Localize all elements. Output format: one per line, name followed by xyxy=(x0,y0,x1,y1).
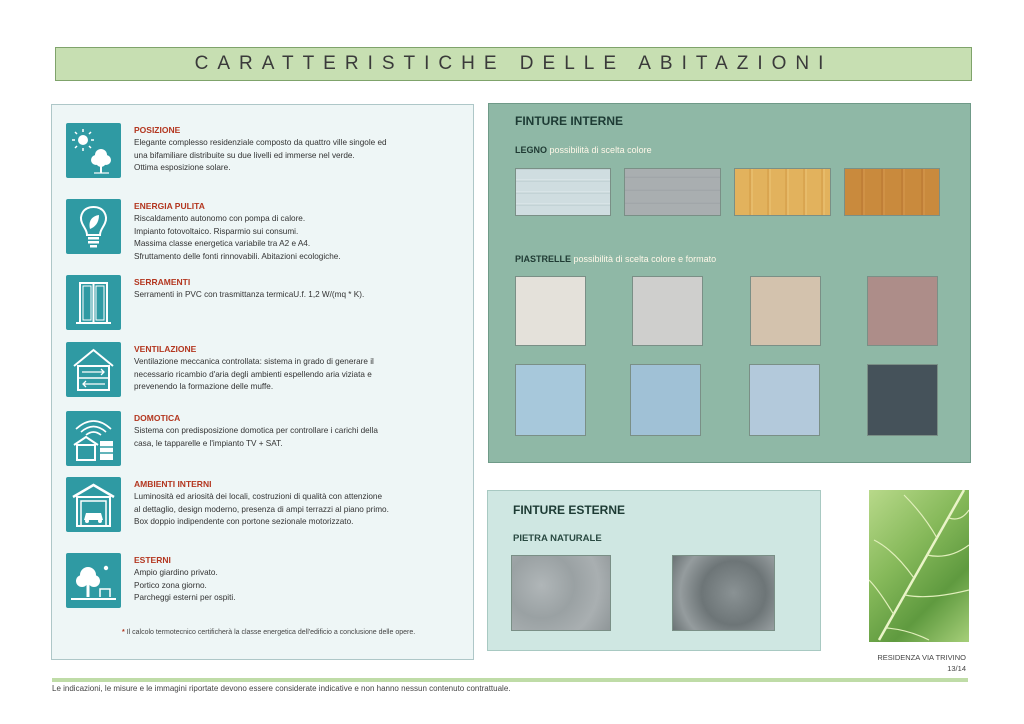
lightbulb-leaf-icon xyxy=(66,199,121,254)
feature-line: necessario ricambio d'aria degli ambienti espellendo aria viziata e xyxy=(134,369,372,379)
legno-subtitle xyxy=(515,145,652,155)
footnote-star: * xyxy=(122,629,125,636)
piastrella-swatch-cream xyxy=(515,276,586,346)
piastrella-swatch-blue-grey xyxy=(749,364,820,436)
feature-line: Riscaldamento autonomo con pompa di calore. xyxy=(134,214,306,223)
piastrella-swatch-beige xyxy=(750,276,821,346)
feature-line: Portico zona giorno. xyxy=(134,580,207,590)
piastrella-swatch-anthracite xyxy=(867,364,938,436)
sun-tree-icon xyxy=(66,123,121,178)
legno-swatch-oak xyxy=(734,168,831,216)
feature-line: prevenendo la formazione delle muffe. xyxy=(134,382,274,391)
feature-title: SERRAMENTI xyxy=(134,277,191,287)
feature-title: ESTERNI xyxy=(134,555,171,565)
house-airflow-icon xyxy=(66,342,121,397)
footnote xyxy=(122,629,462,636)
feature-line: Sistema con predisposizione domotica per controllare i carichi della xyxy=(134,426,378,435)
feature-title: POSIZIONE xyxy=(134,125,181,135)
pietra-swatch-grey xyxy=(511,555,611,631)
finiture-interne-panel xyxy=(488,103,971,463)
feature-line: Massima classe energetica variabile tra A2 e A4. xyxy=(134,239,311,248)
piastrella-swatch-sky xyxy=(515,364,586,436)
feature-line: Box doppio indipendente con portone sezionale motorizzato. xyxy=(134,517,354,526)
disclaimer: Le indicazioni, le misure e le immagini riportate devono essere considerate indicative e non hanno nessun contenuto contrattuale. xyxy=(52,684,511,693)
smart-home-icon xyxy=(66,411,121,466)
feature-title: ENERGIA PULITA xyxy=(134,201,205,211)
pietra-swatch-granite xyxy=(672,555,775,631)
legno-swatch-grey xyxy=(624,168,721,216)
feature-line: al dettaglio, design moderno, presenza di ampi terrazzi al piano primo. xyxy=(134,504,389,514)
legno-swatch-cherry xyxy=(844,168,940,216)
piastrelle-label: PIASTRELLE xyxy=(515,254,572,264)
piastrella-swatch-light-grey xyxy=(632,276,703,346)
feature-line: casa, le tapparelle e l'impianto TV + SAT. xyxy=(134,438,283,448)
feature-line: Impianto fotovoltaico. Risparmio sui consumi. xyxy=(134,226,299,236)
feature-line: Serramenti in PVC con trasmittanza termicaU.f. 1,2 W/(mq * K). xyxy=(134,290,365,299)
footnote-text: Il calcolo termotecnico certificherà la classe energetica dell'edificio a conclusione delle opere. xyxy=(126,629,416,636)
feature-line: Parcheggi esterni per ospiti. xyxy=(134,593,236,602)
page-number: 13/14 xyxy=(947,664,966,673)
piastrelle-desc: possibilità di scelta colore e formato xyxy=(573,254,717,264)
feature-title: DOMOTICA xyxy=(134,413,181,423)
section-title: FINTURE ESTERNE xyxy=(513,503,626,517)
features-panel xyxy=(51,104,474,660)
piastrella-swatch-mauve xyxy=(867,276,938,346)
piastrelle-subtitle xyxy=(515,254,716,264)
pietra-label: PIETRA NATURALE xyxy=(513,533,602,544)
section-title: FINTURE INTERNE xyxy=(515,114,623,128)
leaf-image xyxy=(869,490,969,642)
piastrella-swatch-blue xyxy=(630,364,701,436)
feature-line: Ottima esposizione solare. xyxy=(134,163,231,172)
feature-title: AMBIENTI INTERNI xyxy=(134,479,212,489)
feature-line: Sfruttamento delle fonti rinnovabili. Abitazioni ecologiche. xyxy=(134,251,341,261)
feature-line: Ventilazione meccanica controllata: sistema in grado di generare il xyxy=(134,357,374,366)
credit xyxy=(850,652,966,674)
feature-line: Ampio giardino privato. xyxy=(134,568,218,577)
legno-swatch-grey-light xyxy=(515,168,611,216)
window-icon xyxy=(66,275,121,330)
feature-title: VENTILAZIONE xyxy=(134,344,197,354)
garden-tree-icon xyxy=(66,553,121,608)
feature-line: Elegante complesso residenziale composto da quattro ville singole ed xyxy=(134,138,387,147)
feature-line: una bifamiliare distribuite su due livelli ed immerse nel verde. xyxy=(134,150,355,160)
feature-line: Luminosità ed ariosità dei locali, costruzioni di qualità con attenzione xyxy=(134,492,383,501)
finiture-esterne-panel xyxy=(487,490,821,651)
garage-icon xyxy=(66,477,121,532)
legno-label: LEGNO xyxy=(515,145,548,155)
bottom-divider xyxy=(52,678,968,682)
legno-desc: possibilità di scelta colore xyxy=(549,145,652,155)
project-name: RESIDENZA VIA TRIVINO xyxy=(877,653,966,662)
page-title: CARATTERISTICHE DELLE ABITAZIONI xyxy=(55,47,972,81)
